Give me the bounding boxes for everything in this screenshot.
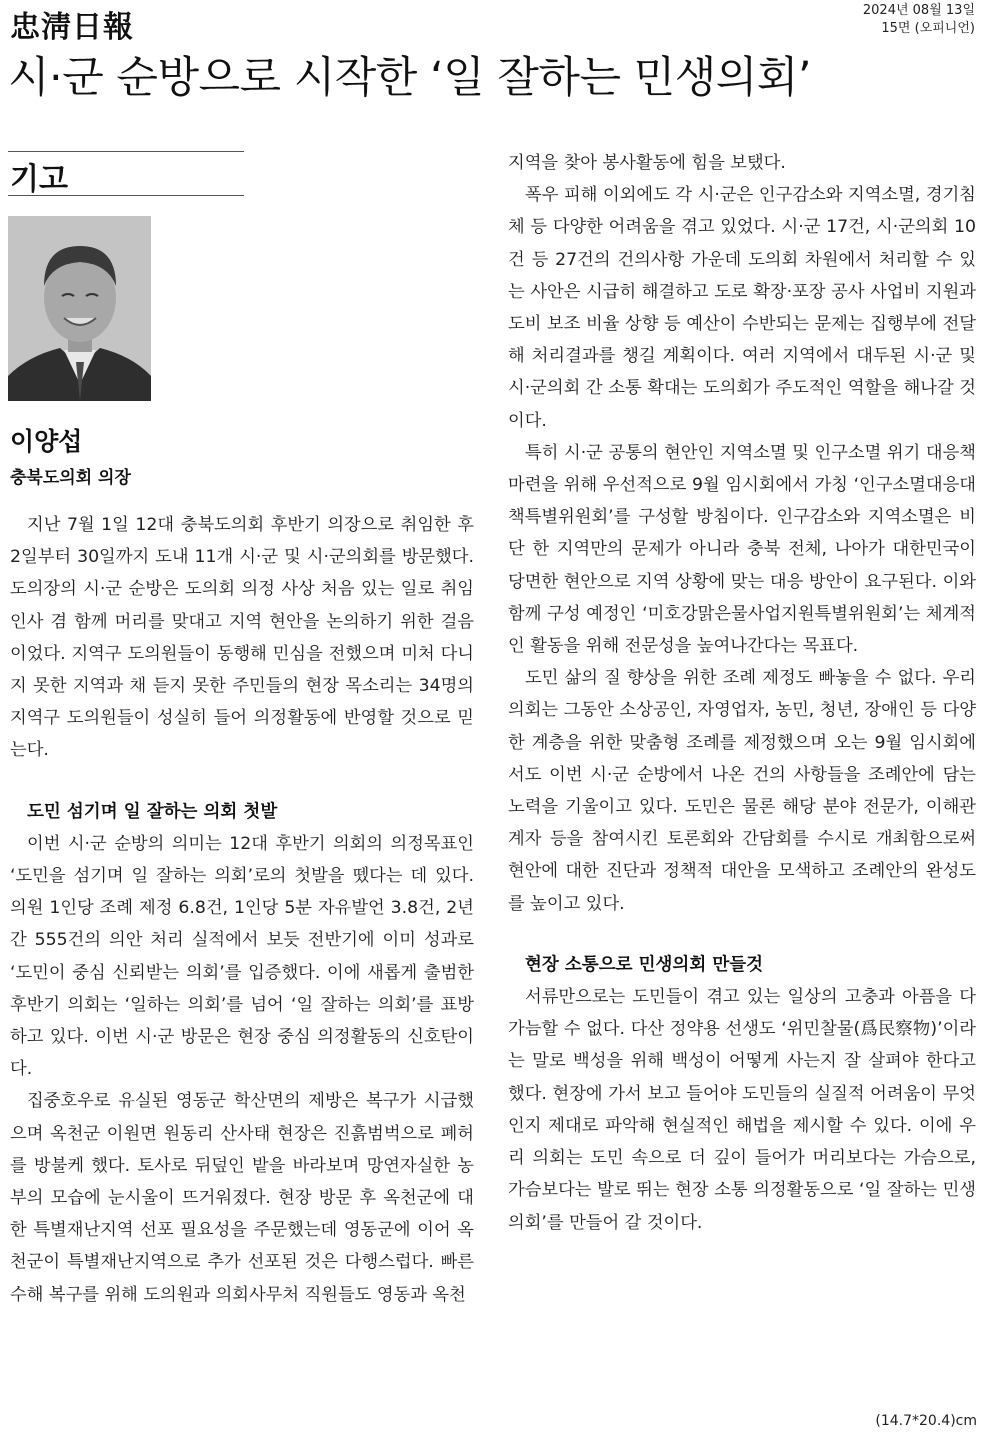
section-label: 기고 [10, 162, 68, 197]
continuation-line: 지역을 찾아 봉사활동에 힘을 보탰다. [508, 153, 786, 173]
body-paragraph: 집중호우로 유실된 영동군 학산면의 제방은 복구가 시급했으며 옥천군 이원면 원동리 산사태 현장은 진흙범벅으로 폐허를 방불케 했다. 토사로 뒤덮인 밭을 바라보며 망연자실한 농부의 모습에 눈시울이 뜨거워졌다. 현장 방문 후 옥천군에 대한 특별재난지역 선포 필요성을 주문했는데 영동군에 이어 옥천군이 특별재난지역으로 추가 선포된 것은 다행스럽다. 빠른 수해 복구를 위해 도의원과 의회사무처 직원들도 영동과 옥천 [10, 1091, 474, 1305]
page-section: 15면 (오피니언) [881, 21, 975, 36]
subheading-2: 현장 소통으로 민생의회 만들것 [525, 954, 764, 975]
section-rule-top [8, 151, 244, 152]
author-title: 충북도의회 의장 [10, 468, 131, 488]
issue-date: 2024년 08월 13일 [862, 3, 975, 18]
paragraph-gap [10, 767, 474, 796]
left-column [10, 509, 474, 1311]
article-headline: 시·군 순방으로 시작한 ‘일 잘하는 민생의회’ [8, 53, 811, 103]
body-paragraph: 도민 삶의 질 향상을 위한 조례 제정도 빠놓을 수 없다. 우리 의회는 그동안 소상공인, 자영업자, 농민, 청년, 장애인 등 다양한 계층을 위한 맞춤형 조례를 제정했으며 오는 9월 임시회에서도 이번 시·군 순방에서 나온 건의 사항들을 조례안에 담는 노력을 기울이고 있다. 도민은 물론 해당 분야 전문가, 이해관계자 등을 참여시킨 토론회와 간담회를 수시로 개최함으로써 현안에 대한 진단과 정책적 대안을 모색하고 조례안의 완성도를 높이고 있다. [508, 668, 976, 914]
author-name: 이양섭 [10, 427, 83, 456]
newspaper-masthead: 忠淸日報 [10, 10, 134, 45]
body-paragraph: 특히 시·군 공통의 현안인 지역소멸 및 인구소멸 위기 대응책 마련을 위해 우선적으로 9월 임시회에서 가칭 ‘인구소멸대응대책특별위원회’를 구성할 방침이다. 인구감소와 지역소멸은 비단 한 지역만의 문제가 아니라 충북 전체, 나아가 대한민국이 당면한 현안으로 지역 상황에 맞는 대응 방안이 요구된다. 이와 함께 구성 예정인 ‘미호강맑은물사업지원특별위원회’는 체계적인 활동을 위해 전문성을 높여나간다는 목표다. [508, 442, 976, 657]
intro-paragraph: 지난 7월 1일 12대 충북도의회 후반기 의장으로 취임한 후 2일부터 30일까지 도내 11개 시·군 및 시·군의회를 방문했다. 도의장의 시·군 순방은 도의회 의정 사상 처음 있는 일로 취임 인사 겸 함께 머리를 맞대고 지역 현안을 논의하기 위한 걸음이었다. 지역구 도의원들이 동행해 민심을 전했으며 미처 다니지 못한 지역과 채 듣지 못한 주민들의 현장 목소리는 34명의 지역구 도의원들이 성실히 들어 의정활동에 반영할 것으로 믿는다. [10, 515, 474, 761]
paragraph-gap [508, 920, 976, 949]
author-photo [8, 216, 151, 401]
body-paragraph: 폭우 피해 이외에도 각 시·군은 인구감소와 지역소멸, 경기침체 등 다양한 어려움을 겪고 있었다. 시·군 17건, 시·군의회 10건 등 27건의 건의사항 가운데 도의회 차원에서 처리할 수 있는 사안은 시급히 해결하고 도로 확장·포장 공사 사업비 지원과 도비 보조 비율 상향 등 예산이 수반되는 문제는 집행부에 전달해 처리결과를 챙길 계획이다. 여러 지역에서 대두된 시·군 및 시·군의회 간 소통 확대는 도의회가 주도적인 역할을 해나갈 것이다. [508, 185, 976, 431]
subheading-1: 도민 섬기며 일 잘하는 의회 첫발 [27, 801, 278, 822]
issue-meta [863, 2, 975, 38]
body-paragraph: 서류만으로는 도민들이 겪고 있는 일상의 고충과 아픔을 다 가늠할 수 없다. 다산 정약용 선생도 ‘위민찰물(爲民察物)’이라는 말로 백성을 위해 백성이 어떻게 사는지 잘 살펴야 한다고 했다. 현장에 가서 보고 들어야 도민들의 실질적 어려움이 무엇인지 제대로 파악해 현실적인 해법을 제시할 수 있다. 이에 우리 의회는 도민 속으로 더 깊이 들어가 머리보다는 가슴으로, 가슴보다는 발로 뛰는 현장 소통 의정활동으로 ‘일 잘하는 민생의회’를 만들어 갈 것이다. [508, 987, 976, 1233]
right-column [508, 147, 976, 1239]
clipping-size: (14.7*20.4)cm [875, 1413, 977, 1429]
body-paragraph: 이번 시·군 순방의 의미는 12대 후반기 의회의 의정목표인 ‘도민을 섬기며 일 잘하는 의회’로의 첫발을 뗐다는 데 있다. 의원 1인당 조례 제정 6.8건, 1인당 5분 자유발언 3.8건, 2년간 555건의 의안 처리 실적에서 보듯 전반기에 이미 성과로 ‘도민이 중심 신뢰받는 의회’를 입증했다. 이에 새롭게 출범한 후반기 의회는 ‘일하는 의회’를 넘어 ‘일 잘하는 의회’를 표방하고 있다. 이번 시·군 방문은 현장 중심 의정활동의 신호탄이다. [10, 833, 474, 1080]
section-rule-bottom [8, 195, 244, 196]
